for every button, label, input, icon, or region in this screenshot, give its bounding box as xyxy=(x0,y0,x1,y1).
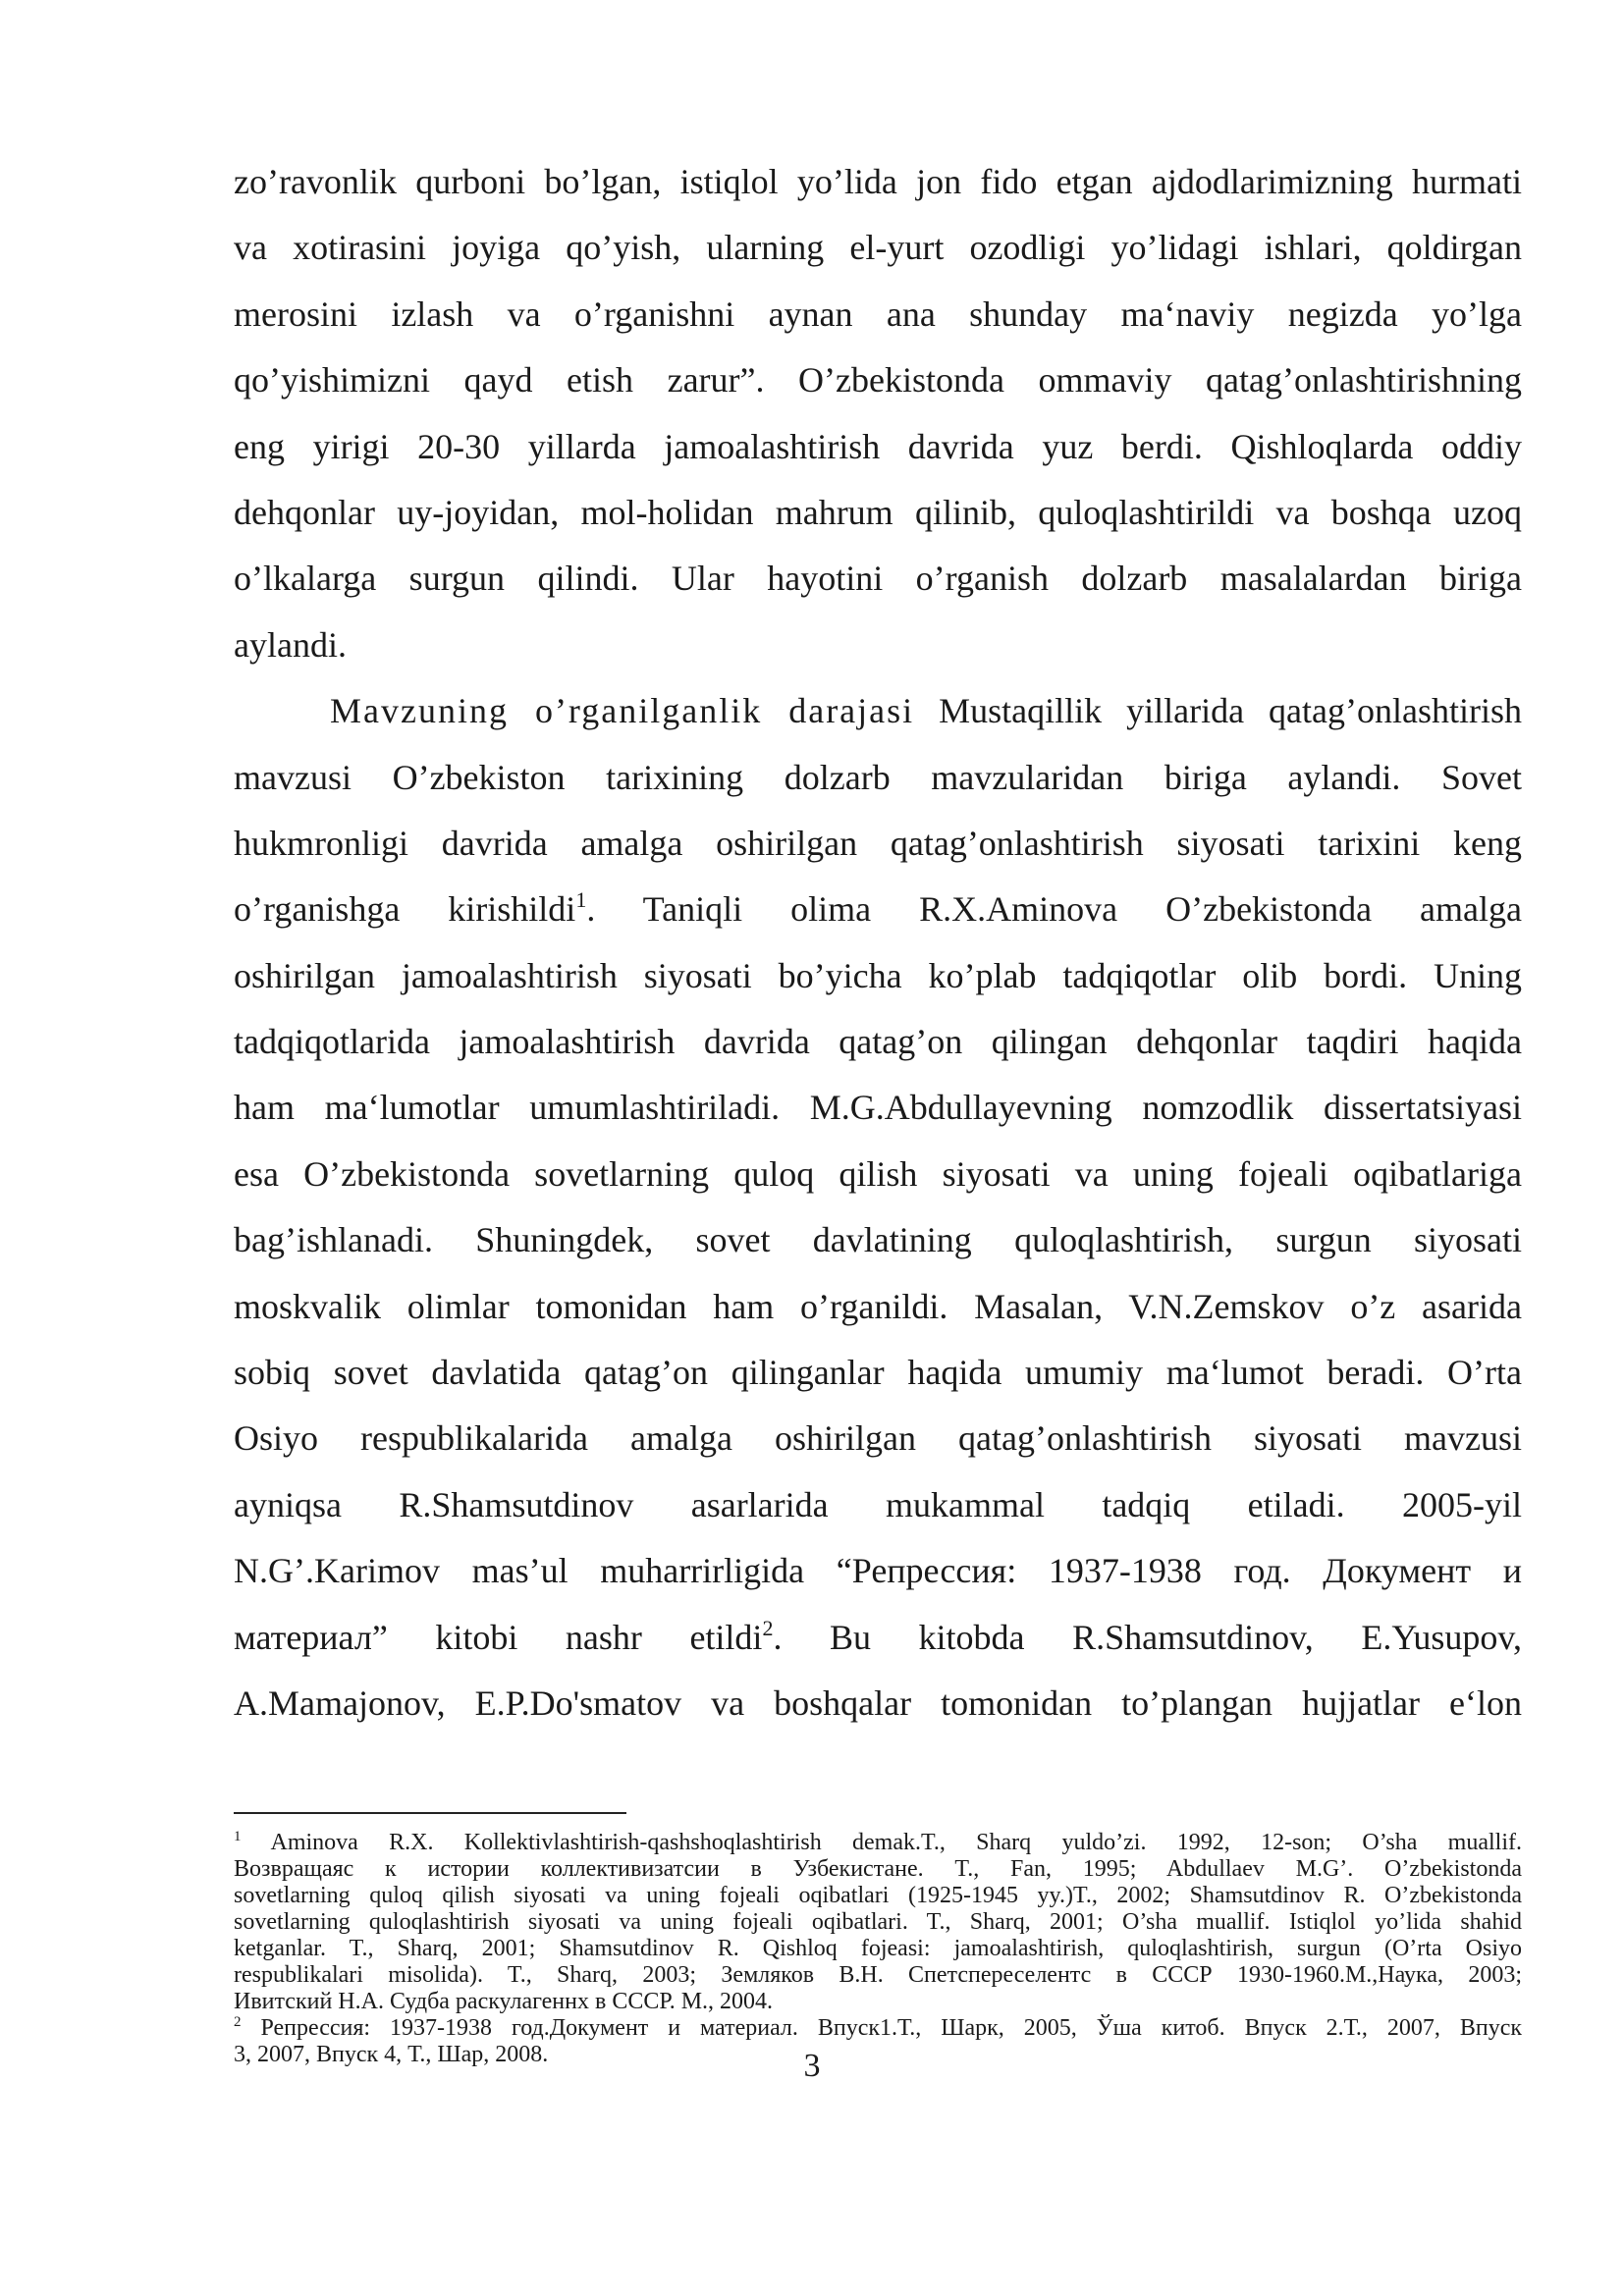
text-span: Aminova R.X. Kollektivlashtirish-qashshoqlashtirish demak.T., Sharq yuldo’zi. 1992, 12-son; O’sha muallif. xyxy=(241,1830,1522,1855)
section-heading: Mavzuning o’rganilganlik darajasi xyxy=(330,691,915,731)
text-line: va xotirasini joyiga qo’yish, ularning el-yurt ozodligi yo’lidagi ishlari, qoldirgan xyxy=(234,228,1522,268)
footnote-mark-2: 2 xyxy=(234,2014,242,2030)
footnote-line: ketganlar. T., Sharq, 2001; Shamsutdinov R. Qishloq fojeasi: jamoalashtirish, quloqlashtirish, surgun (O’rta Osiyo xyxy=(234,1936,1522,1961)
footnote-mark-1: 1 xyxy=(234,1829,242,1844)
footnote-line: Возвращаяс к истории коллективизатсии в Узбекистане. T., Fan, 1995; Abdullaev M.G’. O’zbekistonda xyxy=(234,1856,1522,1882)
text-line: oshirilgan jamoalashtirish siyosati bo’yicha ko’plab tadqiqotlar olib bordi. Uning xyxy=(234,955,1522,995)
text-line: mavzusi O’zbekiston tarixining dolzarb mavzularidan biriga aylandi. Sovet xyxy=(234,757,1522,797)
text-span: Репрессия: 1937-1938 год.Документ и материал. Впуск1.Т., Шарк, 2005, Ўша китоб. Впуск 2.Т., 2007, Впуск xyxy=(241,2015,1522,2041)
text-line: sobiq sovet davlatida qatag’on qilinganlar haqida umumiy ma‘lumot beradi. O’rta xyxy=(234,1353,1522,1393)
footnote-line: Ивитский Н.А. Судба раскулагеннх в СССР. М., 2004. xyxy=(234,1989,774,2014)
text-line: A.Mamajonov, E.P.Do'smatov va boshqalar tomonidan to’plangan hujjatlar e‘lon xyxy=(234,1682,1522,1723)
text-line: merosini izlash va o’rganishni aynan ana shunday ma‘naviy negizda yo’lga xyxy=(234,294,1522,334)
footnote-line xyxy=(234,1830,1522,1856)
footnote-line: sovetlarning quloq qilish siyosati va uning fojeali oqibatlari (1925-1945 yy.)T., 2002; Shamsutdinov R. O’zbekistonda xyxy=(234,1883,1522,1908)
footnote-separator xyxy=(234,1812,626,1814)
footnote-line: 3, 2007, Впуск 4, Т., Шар, 2008. xyxy=(234,2042,549,2067)
footnote-line xyxy=(234,2015,1522,2042)
text-line: Osiyo respublikalarida amalga oshirilgan qatag’onlashtirish siyosati mavzusi xyxy=(234,1418,1522,1459)
footnote-line: sovetlarning quloqlashtirish siyosati va uning fojeali oqibatlari. T., Sharq, 2001; O’sha muallif. Istiqlol yo’lida shahid xyxy=(234,1909,1522,1935)
footnote-ref-2[interactable]: 2 xyxy=(762,1615,774,1640)
text-line: moskvalik olimlar tomonidan ham o’rganildi. Masalan, V.N.Zemskov o’z asarida xyxy=(234,1286,1522,1326)
footnote-ref-1[interactable]: 1 xyxy=(575,887,587,913)
body-text xyxy=(234,149,1522,1736)
page-number: 3 xyxy=(803,2048,821,2084)
text-line: bag’ishlanadi. Shuningdek, sovet davlatining quloqlashtirish, surgun siyosati xyxy=(234,1220,1522,1260)
text-line xyxy=(234,1605,1522,1671)
text-line: qo’yishimizni qayd etish zarur”. O’zbekistonda ommaviy qatag’onlashtirishning xyxy=(234,360,1522,400)
text-line: ayniqsa R.Shamsutdinov asarlarida mukammal tadqiq etiladi. 2005-yil xyxy=(234,1484,1522,1524)
text-line: aylandi. xyxy=(234,624,347,665)
text-line: N.G’.Karimov mas’ul muharrirligida “Репрессия: 1937-1938 год. Документ и xyxy=(234,1551,1522,1591)
text-line: esa O’zbekistonda sovetlarning quloq qilish siyosati va uning fojeali oqibatlariga xyxy=(234,1153,1522,1194)
text-line: dehqonlar uy-joyidan, mol-holidan mahrum qilinib, quloqlashtirildi va boshqa uzoq xyxy=(234,492,1522,532)
text-line: ham ma‘lumotlar umumlashtiriladi. M.G.Abdullayevning nomzodlik dissertatsiyasi xyxy=(234,1088,1522,1128)
text-line: o’lkalarga surgun qilindi. Ular hayotini o’rganish dolzarb masalalardan biriga xyxy=(234,559,1522,599)
text-span: материал” kitobi nashr etildi xyxy=(234,1617,763,1657)
text-span: . Taniqli olima R.X.Aminova O’zbekistonda amalga xyxy=(586,889,1522,930)
footnote-line: respublikalari misolida). T., Sharq, 2003; Земляков В.Н. Спетспереселентс в СССР 1930-1960.М.,Наука, 2003; xyxy=(234,1962,1522,1988)
text-span: Mustaqillik yillarida qatag’onlashtirish xyxy=(914,691,1522,731)
text-line: tadqiqotlarida jamoalashtirish davrida qatag’on qilingan dehqonlar taqdiri haqida xyxy=(234,1022,1522,1062)
section-heading-line xyxy=(234,678,1522,744)
text-span: . Bu kitobda R.Shamsutdinov, E.Yusupov, xyxy=(773,1617,1523,1657)
text-line: zo’ravonlik qurboni bo’lgan, istiqlol yo’lida jon fido etgan ajdodlarimizning hurmati xyxy=(234,162,1522,201)
footnotes xyxy=(234,1830,1522,2068)
text-span: o’rganishga kirishildi xyxy=(234,889,576,930)
text-line: hukmronligi davrida amalga oshirilgan qatag’onlashtirish siyosati tarixini keng xyxy=(234,823,1522,863)
text-line: eng yirigi 20-30 yillarda jamoalashtirish davrida yuz berdi. Qishloqlarda oddiy xyxy=(234,426,1522,466)
text-line xyxy=(234,877,1522,942)
